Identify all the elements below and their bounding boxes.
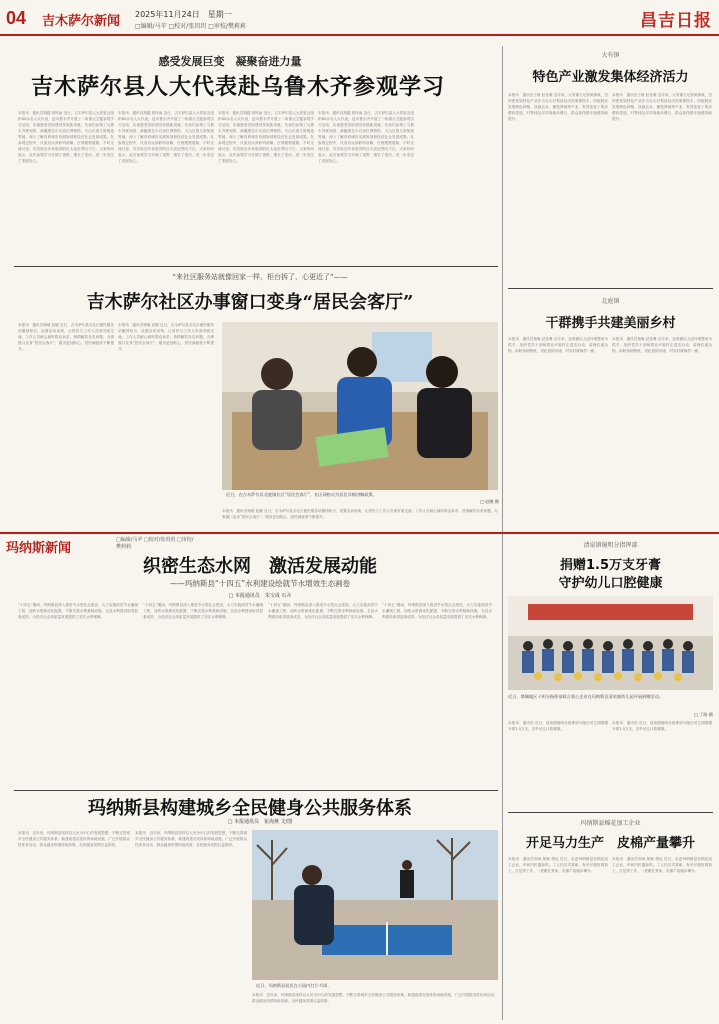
article7-photo [252, 830, 498, 980]
article8-headline: 开足马力生产 皮棉产量攀升 [525, 836, 695, 851]
article2-tag: 大有镇 [601, 52, 620, 59]
article6-subtitle: 守护幼儿口腔健康 [558, 576, 663, 591]
article2-col1: 本报讯 通讯员王敏 赵佳琳 近年来，大有镇立足资源禀赋，坚持把发展特色产业作为壮大村集体经济的重要抓手，因地制宜发展特色种植、设施农业、畜牧养殖等产业，有效拓宽了集体增收渠道，村集体经济实现稳步增长，群众获得感幸福感持续提升。 [508, 93, 608, 121]
section-title: 吉木萨尔新闻 [42, 14, 121, 29]
article7-headline: 玛纳斯县构建城乡全民健身公共服务体系 [88, 798, 412, 819]
column-divider [502, 540, 503, 1020]
issue-date: 2025年11月24日 星期一 [135, 10, 232, 19]
article2-headline: 特色产业激发集体经济活力 [532, 70, 689, 85]
header-rule [0, 34, 719, 36]
article6-photo-credit: □ 丁路 摄 [693, 712, 713, 717]
editor-credits: □编辑/马苹 □校对/张玥玥 □审校/樊莉莉 [135, 23, 246, 30]
page-number: 04 [6, 8, 27, 28]
article3-caption: 近日，在吉木萨尔县北庭镇社区“居民会客厅”，社区网格员为居民详细讲解政策。 [226, 492, 377, 497]
article1-col1: 本报讯 通讯员胡越 蒋风雨 近日，吉木萨尔县人大常委会组织40余名人大代表，赴乌鲁木齐开展了一场重点主题参观学习活动，实地感受首府建设发展新成就。代表们参观了乌鲁木齐规划馆、新疆维吾尔自治区博物馆、天山区燕儿窝街道等地，深入了解首府城市发展规划和经济社会发展成果。在参观过程中，代表们认真聆听讲解，仔细观察展陈，不时交流讨论，对首府近年来取得的巨大变化赞叹不已。大家纷纷表示，此次参观学习开阔了视野，增长了见识，进一步坚定了发展信心。 [18, 111, 114, 163]
section2-editor: □编辑/马苹 □校对/张玥玥 □审校/樊莉莉 [116, 537, 194, 550]
article3-quote: “来社区服务站就像回家一样，柜台拆了，心更近了”—— [172, 273, 348, 281]
article6-tag: 清泉镇镜明分指挥部 [583, 542, 638, 549]
article5-byline: □ 本报通讯员 朱宝成 石卉 [228, 593, 292, 599]
article4-tag: 北庭镇 [601, 298, 620, 305]
article1-kicker: 感受发展巨变 凝聚奋进力量 [158, 55, 302, 68]
section2-title: 玛纳斯新闻 [6, 541, 72, 556]
article1-headline: 吉木萨尔县人大代表赴乌鲁木齐参观学习 [30, 74, 445, 100]
section-rule [0, 532, 719, 534]
article8-col2: 本报讯 通讯员刘涛 陈雁 胡远 近日，走进玛纳斯县各棉花加工企业，车间内机器轰鸣，工人们各司其职，有序开展籽棉加工、打包等工作，一派繁忙景象，皮棉产量稳步攀升。 [612, 857, 712, 873]
article8-tag: 玛纳斯县棉花加工企业 [580, 820, 641, 827]
article4-headline: 干群携手共建美丽乡村 [545, 316, 676, 331]
article5-col4: “十四五”期间，玛纳斯县深入推进节水型社会建设，大力实施高效节水灌溉工程，加快水资源优化配置，不断完善水利基础设施，全县水利建设取得显著成效，为经济社会高质量发展提供了坚实水利保障。 [382, 603, 492, 619]
divider [14, 790, 498, 791]
article7-col3: 本报讯 近年来，玛纳斯县坚持以人民为中心的发展思想，不断完善城乡全民健身公共服务体系，新建改建各类体育场地设施，广泛开展群众性体育活动，群众健身热情持续高涨，全民健身氛围日益浓厚。 [252, 993, 498, 1003]
article5-subtitle: ——玛纳斯县“十四五”水利建设绘就节水增效生态画卷 [169, 579, 351, 588]
article6-col1: 本报讯 通讯员 近日，清泉镇镜明分指挥部为辖区幼儿园捐赠牙膏1.5万支，守护幼儿口腔健康。 [508, 721, 608, 731]
article3-col1: 本报讯 通讯员杨敏 赵娜 近日，吉木萨尔县各社区便民服务站撤掉柜台，设置洽谈桌椅，让居民与工作人员面对面交流。工作人员耐心倾听群众诉求，热情解答各类问题，办事窗口变身“居民会客厅”，服务更加贴心，居民满意度不断提升。 [18, 323, 114, 351]
article3-col3: 本报讯 通讯员杨敏 赵娜 近日，吉木萨尔县各社区便民服务站撤掉柜台，设置洽谈桌椅，让居民与工作人员面对面交流。工作人员耐心倾听群众诉求，热情解答各类问题，办事窗口变身“居民会客厅”，服务更加贴心，居民满意度不断提升。 [222, 509, 498, 519]
article3-photo [222, 322, 498, 490]
divider [508, 812, 713, 813]
article3-photo-credit: □ 赵娜 摄 [479, 499, 499, 504]
article1-col3: 本报讯 通讯员胡越 蒋风雨 近日，吉木萨尔县人大常委会组织40余名人大代表，赴乌鲁木齐开展了一场重点主题参观学习活动，实地感受首府建设发展新成就。代表们参观了乌鲁木齐规划馆、新疆维吾尔自治区博物馆、天山区燕儿窝街道等地，深入了解首府城市发展规划和经济社会发展成果。在参观过程中，代表们认真聆听讲解，仔细观察展陈，不时交流讨论，对首府近年来取得的巨大变化赞叹不已。大家纷纷表示，此次参观学习开阔了视野，增长了见识，进一步坚定了发展信心。 [218, 111, 314, 163]
article6-photo [508, 596, 713, 690]
divider [508, 288, 713, 289]
newspaper-logo: 昌吉日报 [640, 11, 712, 31]
article4-col1: 本报讯 通讯员杨敏 赵佳琳 近年来，北庭镇以人居环境整治为抓手，组织党员干部和群众开展村庄清洁行动，清理垃圾杂物，拆除残垣断壁，美化庭院环境，村容村貌焕然一新。 [508, 337, 608, 353]
column-divider [502, 46, 503, 566]
article7-col2: 本报讯 近年来，玛纳斯县坚持以人民为中心的发展思想，不断完善城乡全民健身公共服务体系，新建改建各类体育场地设施，广泛开展群众性体育活动，群众健身热情持续高涨，全民健身氛围日益浓厚。 [135, 831, 247, 847]
article2-col2: 本报讯 通讯员王敏 赵佳琳 近年来，大有镇立足资源禀赋，坚持把发展特色产业作为壮大村集体经济的重要抓手，因地制宜发展特色种植、设施农业、畜牧养殖等产业，有效拓宽了集体增收渠道，村集体经济实现稳步增长，群众获得感幸福感持续提升。 [612, 93, 712, 121]
article8-col1: 本报讯 通讯员刘涛 陈雁 胡远 近日，走进玛纳斯县各棉花加工企业，车间内机器轰鸣，工人们各司其职，有序开展籽棉加工、打包等工作，一派繁忙景象，皮棉产量稳步攀升。 [508, 857, 608, 873]
article7-caption: 近日，玛纳斯县居民在公园内打乒乓球。 [256, 983, 332, 988]
article1-col2: 本报讯 通讯员胡越 蒋风雨 近日，吉木萨尔县人大常委会组织40余名人大代表，赴乌鲁木齐开展了一场重点主题参观学习活动，实地感受首府建设发展新成就。代表们参观了乌鲁木齐规划馆、新疆维吾尔自治区博物馆、天山区燕儿窝街道等地，深入了解首府城市发展规划和经济社会发展成果。在参观过程中，代表们认真聆听讲解，仔细观察展陈，不时交流讨论，对首府近年来取得的巨大变化赞叹不已。大家纷纷表示，此次参观学习开阔了视野，增长了见识，进一步坚定了发展信心。 [118, 111, 214, 163]
article7-col1: 本报讯 近年来，玛纳斯县坚持以人民为中心的发展思想，不断完善城乡全民健身公共服务体系，新建改建各类体育场地设施，广泛开展群众性体育活动，群众健身热情持续高涨，全民健身氛围日益浓厚。 [18, 831, 130, 847]
article1-col4: 本报讯 通讯员胡越 蒋风雨 近日，吉木萨尔县人大常委会组织40余名人大代表，赴乌鲁木齐开展了一场重点主题参观学习活动，实地感受首府建设发展新成就。代表们参观了乌鲁木齐规划馆、新疆维吾尔自治区博物馆、天山区燕儿窝街道等地，深入了解首府城市发展规划和经济社会发展成果。在参观过程中，代表们认真聆听讲解，仔细观察展陈，不时交流讨论，对首府近年来取得的巨大变化赞叹不已。大家纷纷表示，此次参观学习开阔了视野，增长了见识，进一步坚定了发展信心。 [318, 111, 414, 163]
divider [14, 266, 498, 267]
article5-col1: “十四五”期间，玛纳斯县深入推进节水型社会建设，大力实施高效节水灌溉工程，加快水资源优化配置，不断完善水利基础设施，全县水利建设取得显著成效，为经济社会高质量发展提供了坚实水利保障。 [18, 603, 138, 619]
article3-col2: 本报讯 通讯员杨敏 赵娜 近日，吉木萨尔县各社区便民服务站撤掉柜台，设置洽谈桌椅，让居民与工作人员面对面交流。工作人员耐心倾听群众诉求，热情解答各类问题，办事窗口变身“居民会客厅”，服务更加贴心，居民满意度不断提升。 [118, 323, 214, 351]
article5-col2: “十四五”期间，玛纳斯县深入推进节水型社会建设，大力实施高效节水灌溉工程，加快水资源优化配置，不断完善水利基础设施，全县水利建设取得显著成效，为经济社会高质量发展提供了坚实水利保障。 [143, 603, 263, 619]
article6-col2: 本报讯 通讯员 近日，清泉镇镜明分指挥部为辖区幼儿园捐赠牙膏1.5万支，守护幼儿口腔健康。 [612, 721, 712, 731]
article5-col3: “十四五”期间，玛纳斯县深入推进节水型社会建设，大力实施高效节水灌溉工程，加快水资源优化配置，不断完善水利基础设施，全县水利建设取得显著成效，为经济社会高质量发展提供了坚实水利保障。 [268, 603, 378, 619]
article6-caption: 近日，塔城地区十明分指挥部联合爱心企业在玛纳斯县清泉镇幼儿园开展捐赠活动。 [508, 694, 663, 699]
article3-headline: 吉木萨尔社区办事窗口变身“居民会客厅” [86, 292, 414, 313]
article4-col2: 本报讯 通讯员杨敏 赵佳琳 近年来，北庭镇以人居环境整治为抓手，组织党员干部和群众开展村庄清洁行动，清理垃圾杂物，拆除残垣断壁，美化庭院环境，村容村貌焕然一新。 [612, 337, 712, 353]
article6-headline: 捐赠1.5万支牙膏 [559, 558, 662, 573]
article5-headline: 织密生态水网 激活发展动能 [143, 556, 377, 577]
article7-byline: □ 本报通讯员 崔海燕 文/图 [227, 819, 293, 825]
